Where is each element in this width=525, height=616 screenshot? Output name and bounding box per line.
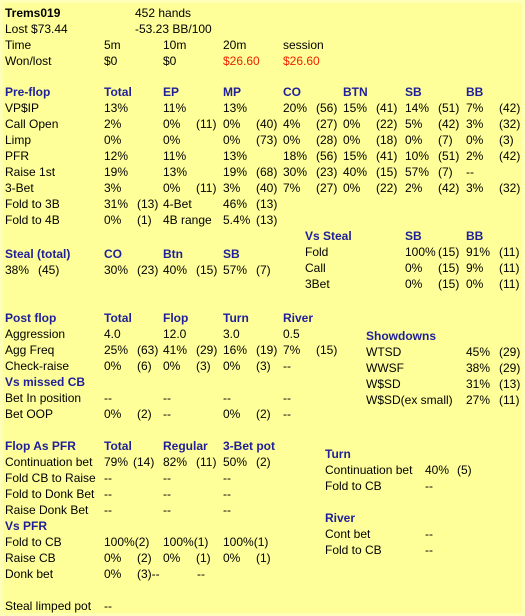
stat-value: 0% — [223, 359, 241, 373]
stat-value: 0% — [163, 551, 181, 565]
stat-count: (51) — [438, 101, 460, 115]
stat-value: 100%(1) — [223, 535, 269, 549]
stat-count: (3) — [499, 133, 514, 147]
stat-value: 19% — [223, 165, 248, 179]
stat-value: -- — [104, 471, 112, 485]
stat-label: W$SD(ex small) — [366, 393, 453, 407]
stat-value: 27% — [466, 393, 491, 407]
stat-value: 11% — [163, 149, 187, 163]
stat-count: (56) — [316, 101, 338, 115]
vs-steal-header: Vs Steal — [305, 229, 352, 243]
stat-value: 0% — [466, 277, 484, 291]
stat-value: -- — [104, 391, 112, 405]
stat-count: (15) — [438, 261, 460, 275]
stat-value: -- — [223, 503, 231, 517]
wonlost-label: Won/lost — [5, 54, 52, 68]
stat-value: 13% — [223, 149, 248, 163]
wonlost-session: $26.60 — [283, 54, 320, 68]
stat-count: (63) — [137, 343, 159, 357]
stat-value: -- — [283, 359, 291, 373]
stat-value: 0% — [104, 133, 122, 147]
stat-count: (32) — [499, 181, 521, 195]
lost-amount: Lost $73.44 — [5, 22, 68, 36]
stat-count: (29) — [499, 361, 521, 375]
stat-count: (7) — [438, 165, 453, 179]
stat-count: (7) — [256, 263, 271, 277]
postflop-col-turn: Turn — [223, 311, 249, 325]
stat-count: (15) — [376, 165, 398, 179]
stat-label: Fold — [305, 245, 329, 259]
player-name: Trems019 — [5, 6, 61, 20]
wonlost-10m: $0 — [163, 54, 177, 68]
period-10m: 10m — [163, 38, 187, 52]
period-session: session — [283, 38, 324, 52]
preflop-col-total: Total — [104, 85, 132, 99]
flop-pfr-col-regular: Regular — [163, 439, 208, 453]
turn-header: Turn — [325, 447, 351, 461]
stat-count: (73) — [256, 133, 278, 147]
stat-count: (18) — [376, 133, 398, 147]
stat-value: 15% — [343, 101, 368, 115]
preflop-col-btn: BTN — [343, 85, 368, 99]
vs-pfr-header: Vs PFR — [5, 519, 48, 533]
stat-label: Donk bet — [5, 567, 54, 581]
stat-count: (29) — [499, 345, 521, 359]
stat-value: 0% — [223, 407, 241, 421]
stat-value: 46% — [223, 197, 248, 211]
stat-count: (45) — [38, 263, 60, 277]
postflop-col-total: Total — [104, 311, 132, 325]
stat-count: (15) — [438, 245, 460, 259]
stat-value: 0% — [223, 117, 241, 131]
stat-count: (15) — [438, 277, 460, 291]
stat-value: 40% — [425, 463, 450, 477]
stat-value: 45% — [466, 345, 491, 359]
stat-count: (42) — [438, 181, 460, 195]
stat-count: (40) — [256, 181, 278, 195]
stat-label: Continuation bet — [325, 463, 413, 477]
preflop-col-sb: SB — [405, 85, 422, 99]
stat-value: 4.0 — [104, 327, 121, 341]
stat-count: (29) — [196, 343, 218, 357]
steal-col-btn: Btn — [163, 247, 183, 261]
stat-value: 0% — [405, 133, 423, 147]
stat-value: -- — [163, 503, 171, 517]
stat-value: 57% — [223, 263, 248, 277]
time-label: Time — [5, 38, 32, 52]
stat-count: (3) — [196, 359, 211, 373]
stat-value: 0% — [104, 359, 122, 373]
stat-label: 4B range — [163, 213, 212, 227]
stat-value: -- — [466, 165, 474, 179]
stat-value: 0% — [163, 181, 181, 195]
stat-count: (42) — [438, 117, 460, 131]
stat-value: 0% — [343, 133, 361, 147]
stat-count: (11) — [196, 181, 217, 195]
stat-count: (23) — [137, 263, 159, 277]
stat-value: 10% — [405, 149, 430, 163]
stat-value: 31% — [104, 197, 129, 211]
steal-header: Steal (total) — [5, 247, 71, 261]
stat-value: -- — [163, 471, 171, 485]
stat-value: -- — [163, 487, 171, 501]
preflop-col-ep: EP — [163, 85, 180, 99]
stat-value: 12.0 — [163, 327, 187, 341]
stat-count: (11) — [499, 277, 520, 291]
stat-value: 20% — [283, 101, 308, 115]
stat-value: 0% — [223, 133, 241, 147]
stat-count: (41) — [376, 149, 398, 163]
showdowns-header: Showdowns — [366, 329, 436, 343]
stat-count: (2) — [137, 551, 152, 565]
stat-label: Check-raise — [5, 359, 70, 373]
stat-value: -- — [425, 527, 433, 541]
stat-count: (27) — [316, 117, 338, 131]
stat-value: -- — [283, 407, 291, 421]
stat-value: 3% — [104, 181, 122, 195]
stat-value: 0% — [405, 277, 423, 291]
stat-value: 18% — [283, 149, 308, 163]
stat-label: Fold to CB — [325, 543, 382, 557]
stat-value: 13% — [104, 101, 129, 115]
stat-label: Bet In position — [5, 391, 82, 405]
preflop-header: Pre-flop — [5, 85, 51, 99]
stat-value: 38% — [466, 361, 491, 375]
stat-count: (6) — [137, 359, 152, 373]
stat-value: 30% — [283, 165, 308, 179]
stat-count: (22) — [376, 181, 398, 195]
stat-count: (41) — [376, 101, 398, 115]
period-5m: 5m — [104, 38, 121, 52]
stat-label: Steal limped pot — [5, 599, 92, 613]
stat-value: -- — [223, 487, 231, 501]
stat-label: Raise CB — [5, 551, 56, 565]
stat-count: (11) — [499, 261, 520, 275]
stat-value: -- — [223, 471, 231, 485]
stat-value: -- — [425, 479, 433, 493]
stat-label: Continuation bet — [5, 455, 93, 469]
stat-label: Cont bet — [325, 527, 371, 541]
stat-value: 3.0 — [223, 327, 240, 341]
stat-value: 79% — [104, 455, 129, 469]
stat-label: Agg Freq — [5, 343, 55, 357]
stat-value: 19% — [104, 165, 129, 179]
stat-value: 50% — [223, 455, 248, 469]
stat-count: (5) — [457, 463, 472, 477]
stat-value: 40% — [343, 165, 368, 179]
stat-value: 25% — [104, 343, 129, 357]
steal-col-sb: SB — [223, 247, 240, 261]
stat-value: 7% — [283, 181, 301, 195]
stat-count: (42) — [499, 101, 521, 115]
stat-value: 3% — [466, 117, 484, 131]
stat-value: 100%(1) — [163, 535, 209, 549]
flop-pfr-col-3bet: 3-Bet pot — [223, 439, 275, 453]
stat-count: (28) — [316, 133, 338, 147]
stat-value: 30% — [104, 263, 129, 277]
stat-label: Bet OOP — [5, 407, 54, 421]
stat-label: Fold to 4B — [5, 213, 60, 227]
stat-value: 0% — [223, 551, 241, 565]
stat-value: 31% — [466, 377, 491, 391]
preflop-col-co: CO — [283, 85, 301, 99]
stat-value: 0% — [405, 261, 423, 275]
stat-label: WWSF — [366, 361, 404, 375]
vs-missed-cb-header: Vs missed CB — [5, 375, 86, 389]
stat-value: 40% — [163, 263, 188, 277]
vs-steal-col-bb: BB — [466, 229, 484, 243]
stat-value: 0% — [343, 117, 361, 131]
stat-count: (2) — [256, 407, 271, 421]
stat-label: 3-Bet — [5, 181, 34, 195]
stat-count: (13) — [499, 377, 521, 391]
stat-value: 2% — [405, 181, 423, 195]
stat-value: -- — [223, 391, 231, 405]
stat-count: (11) — [499, 245, 520, 259]
stat-count: (1) — [256, 551, 271, 565]
stat-value: 16% — [223, 343, 248, 357]
stat-value: -- — [283, 391, 291, 405]
stat-count: (15) — [316, 343, 338, 357]
bb-per-100: -53.23 BB/100 — [135, 22, 212, 36]
stat-count: (42) — [499, 149, 521, 163]
river-header: River — [325, 511, 356, 525]
stat-count: (13) — [256, 197, 278, 211]
stat-value: 14% — [405, 101, 430, 115]
stat-value: 3% — [466, 181, 484, 195]
flop-pfr-header: Flop As PFR — [5, 439, 76, 453]
stat-label: Fold CB to Raise — [5, 471, 96, 485]
stat-value: 7% — [283, 343, 301, 357]
stat-count: (27) — [316, 181, 338, 195]
stat-label: 4-Bet — [163, 197, 192, 211]
stat-value: -- — [163, 391, 171, 405]
stat-value: 0% — [104, 407, 122, 421]
stat-label: Aggression — [5, 327, 66, 341]
stat-label: Call Open — [5, 117, 59, 131]
stat-value: 11% — [163, 101, 187, 115]
stat-count: (51) — [438, 149, 460, 163]
postflop-header: Post flop — [5, 311, 57, 325]
stat-value: -- — [104, 599, 112, 613]
stat-value: 9% — [466, 261, 484, 275]
stat-count: (15) — [196, 263, 218, 277]
stat-label: Limp — [5, 133, 32, 147]
stat-value: 57% — [405, 165, 430, 179]
stat-count: (3) — [256, 359, 271, 373]
stat-count: (40) — [256, 117, 278, 131]
stat-label: Call — [305, 261, 326, 275]
stat-count: (68) — [256, 165, 278, 179]
stat-count: (1) — [196, 551, 211, 565]
stat-value: 0% — [163, 117, 181, 131]
stat-value: 0% — [104, 213, 122, 227]
stat-value: 91% — [466, 245, 491, 259]
wonlost-20m: $26.60 — [223, 54, 260, 68]
stat-value: 5.4% — [223, 213, 251, 227]
stat-count: (13) — [256, 213, 278, 227]
stat-value: 0.5 — [283, 327, 300, 341]
stat-value: 100%(2) — [104, 535, 150, 549]
stat-count: (22) — [376, 117, 398, 131]
stat-count: (7) — [438, 133, 453, 147]
stat-value: 4% — [283, 117, 301, 131]
stat-value: 0% — [163, 359, 181, 373]
hands-count: 452 hands — [135, 6, 192, 20]
stat-label: Fold to CB — [5, 535, 62, 549]
stat-value: 13% — [223, 101, 248, 115]
stat-value: 0% — [104, 567, 122, 581]
vs-steal-col-sb: SB — [405, 229, 422, 243]
stat-value: -- — [104, 487, 112, 501]
stat-value: 0% — [283, 133, 301, 147]
stat-value: 12% — [104, 149, 129, 163]
stat-value: 3% — [223, 181, 241, 195]
stat-label: 3Bet — [305, 277, 330, 291]
stat-value: 100% — [405, 245, 436, 259]
stat-value: 15% — [343, 149, 368, 163]
stat-label: Fold to Donk Bet — [5, 487, 95, 501]
stat-count: (23) — [316, 165, 338, 179]
stat-count: (2) — [256, 455, 271, 469]
stat-count: (11) — [499, 393, 520, 407]
stat-count: (11) — [196, 455, 217, 469]
stat-value: 0% — [343, 181, 361, 195]
stat-count: (3)-- — [137, 567, 160, 581]
stat-value: 0% — [163, 133, 181, 147]
stat-label: VP$IP — [5, 101, 40, 115]
stat-value: 41% — [163, 343, 188, 357]
stat-value: 0% — [104, 551, 122, 565]
stat-count: (56) — [316, 149, 338, 163]
stat-value: 2% — [466, 149, 484, 163]
stat-label: W$SD — [366, 377, 401, 391]
stat-value: 0% — [466, 133, 484, 147]
stat-value: 5% — [405, 117, 423, 131]
stat-value: 13% — [163, 165, 188, 179]
stat-value: 2% — [104, 117, 122, 131]
stat-value: -- — [197, 567, 205, 581]
flop-pfr-col-total: Total — [104, 439, 132, 453]
stat-label: Raise Donk Bet — [5, 503, 89, 517]
stat-count: (32) — [499, 117, 521, 131]
steal-col-co: CO — [104, 247, 122, 261]
stat-label: WTSD — [366, 345, 402, 359]
period-20m: 20m — [223, 38, 247, 52]
stat-count: (2) — [137, 407, 152, 421]
stat-value: 82% — [163, 455, 188, 469]
wonlost-5m: $0 — [104, 54, 118, 68]
stat-value: -- — [163, 407, 171, 421]
stat-count: (1) — [137, 213, 152, 227]
stat-label: Fold to CB — [325, 479, 382, 493]
stat-label: Fold to 3B — [5, 197, 60, 211]
stat-value: -- — [104, 503, 112, 517]
stat-value: -- — [425, 543, 433, 557]
stat-count: (11) — [196, 117, 217, 131]
stat-value: 38% — [5, 263, 30, 277]
stat-count: (14) — [133, 455, 155, 469]
preflop-col-bb: BB — [466, 85, 484, 99]
stat-label: PFR — [5, 149, 29, 163]
stat-value: 7% — [466, 101, 484, 115]
stat-count: (13) — [137, 197, 159, 211]
postflop-col-flop: Flop — [163, 311, 189, 325]
preflop-col-mp: MP — [223, 85, 241, 99]
stat-count: (19) — [256, 343, 278, 357]
stat-label: Raise 1st — [5, 165, 56, 179]
postflop-col-river: River — [283, 311, 314, 325]
